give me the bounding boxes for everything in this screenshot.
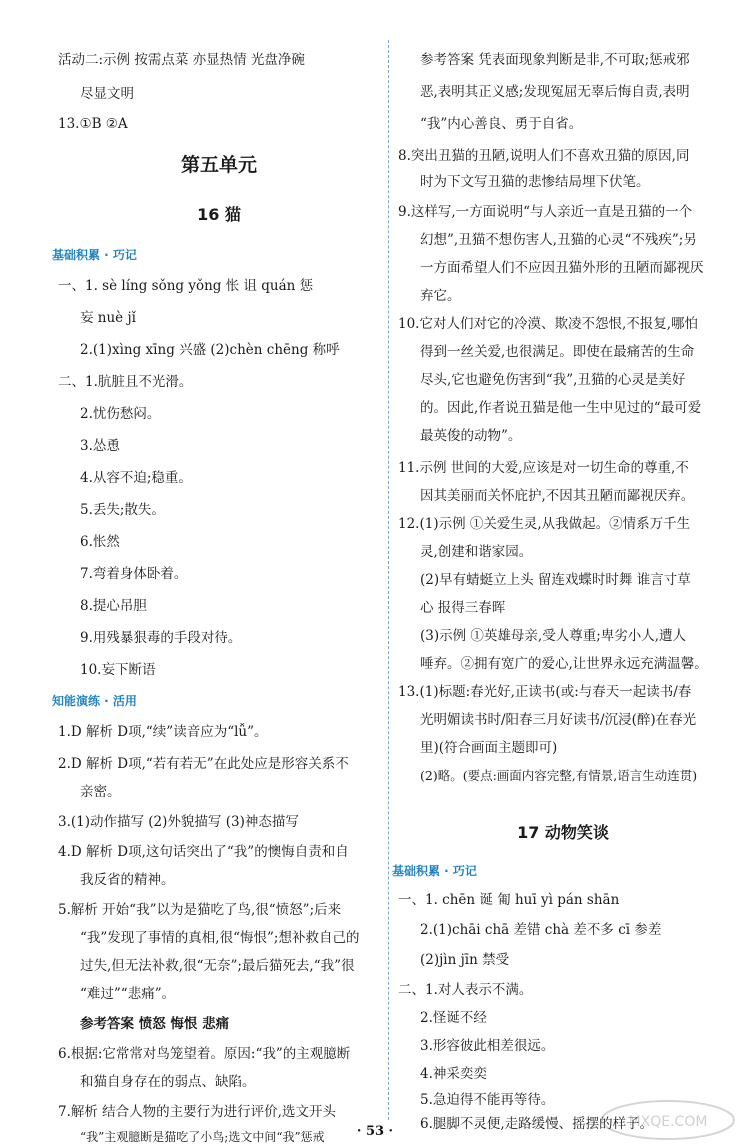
text-line: 6.根据:它常常对鸟笼望着。原因:“我”的主观臆断 [58,1046,351,1062]
text-line: 幻想”,丑猫不想伤害人,丑猫的心灵“不残疾”;另 [420,232,697,248]
text-line: 光明媚读书时/阳春三月好读书/沉浸(醉)在春光 [420,712,697,728]
text-line: “我”发现了事情的真相,很“悔恨”;想补救自己的 [80,930,360,946]
text-line: 6.怅然 [80,534,120,550]
text-line: 尽头,它也避免伤害到“我”,丑猫的心灵是美好 [420,372,686,388]
text-line: 参考答案 凭表面现象判断是非,不可取;惩戒邪 [420,52,690,68]
text-line: 灵,创建和谐家园。 [420,544,533,560]
text-line: 亲密。 [80,784,121,800]
text-line: 9.这样写,一方面说明“与人亲近一直是丑猫的一个 [398,204,693,220]
text-line: (3)示例 ①英雄母亲,受人尊重;卑劣小人,遭人 [420,628,687,644]
text-line: 二、1.对人表示不满。 [398,982,533,998]
text-line: 8.突出丑猫的丑陋,说明人们不喜欢丑猫的原因,同 [398,148,690,164]
unit-title: 第五单元 [180,154,257,176]
section-heading: 知能演练 · 活用 [52,694,137,708]
text-line: 一、1. sè líng sǒng yǒng 怅 诅 quán 惩 [58,278,314,294]
text-line: 7.弯着身体卧着。 [80,566,188,582]
text-line: 时为下文写丑猫的悲惨结局埋下伏笔。 [420,174,650,190]
text-line: 2.(1)xìng xīng 兴盛 (2)chèn chēng 称呼 [80,342,340,358]
text-line: 尽显文明 [80,86,134,102]
page-number: · 53 · [356,1124,394,1139]
text-line: 5.急迫得不能再等待。 [420,1092,555,1108]
text-line: 9.用残暴狠毒的手段对待。 [80,630,242,646]
text-line: 过失,但无法补救,很“无奈”;最后猫死去,“我”很 [80,958,355,974]
text-line: 2.忧伤愁闷。 [80,406,161,422]
text-line: (2)jìn jīn 禁受 [420,952,510,968]
text-line: 13.(1)标题:春光好,正读书(或:与春天一起读书/春 [398,684,692,700]
text-line: 心 报得三春晖 [420,600,506,616]
text-line: 弃它。 [420,288,461,304]
svg-text:MXQE.COM: MXQE.COM [628,1114,708,1130]
text-line: 妄 nuè jǐ [80,310,136,326]
text-line: 得到一丝关爱,也很满足。即使在最痛苦的生命 [420,344,695,360]
text-line: 恶,表明其正义感;发现冤屈无辜后悔自责,表明 [420,84,690,100]
text-line: 1.D 解析 D项,“续”读音应为“lǚ”。 [58,724,268,740]
text-line: 8.提心吊胆 [80,598,147,614]
text-line: 参考答案 愤怒 悔恨 悲痛 [80,1016,230,1032]
column-divider [388,40,389,1120]
text-line: 10.妄下断语 [80,662,156,678]
text-line: 4.D 解析 D项,这句话突出了“我”的懊悔自责和自 [58,844,349,860]
text-line: 和猫自身存在的弱点、缺陷。 [80,1074,256,1090]
text-line: 11.示例 世间的大爱,应该是对一切生命的尊重,不 [398,460,689,476]
text-line: 3.形容彼此相差很远。 [420,1038,555,1054]
text-line: 2.D 解析 D项,“若有若无”在此处应是形容关系不 [58,756,349,772]
text-line: “我”主观臆断是猫吃了小鸟;选文中间“我”惩戒 [80,1130,325,1144]
text-line: 13.①B ②A [58,116,128,132]
text-line: (2)略。(要点:画面内容完整,有情景,语言生动连贯) [420,768,698,783]
text-line: 我反省的精神。 [80,872,175,888]
text-line: 里)(符合画面主题即可) [420,740,558,756]
text-line: 一、1. chēn 诞 匍 huī yì pán shān [398,892,620,908]
text-line: “难过”“悲痛”。 [80,986,176,1002]
text-line: 5.丢失;散失。 [80,502,165,518]
section-heading: 基础积累 · 巧记 [392,864,477,878]
text-line: “我”内心善良、勇于自省。 [420,116,583,132]
text-line: 因其美丽而关怀庇护,不因其丑陋而鄙视厌弃。 [420,488,695,504]
left-column [52,0,380,1148]
text-line: 唾弃。②拥有宽广的爱心,让世界永远充满温馨。 [420,656,708,672]
text-line: 5.解析 开始“我”以为是猫吃了鸟,很“愤怒”;后来 [58,902,342,918]
text-line: 一方面希望人们不应因丑猫外形的丑陋而鄙视厌 [420,260,704,276]
lesson-title: 17 动物笑谈 [517,823,609,842]
text-line: 二、1.肮脏且不光滑。 [58,374,193,390]
right-column [392,0,728,1148]
text-line: 4.神采奕奕 [420,1066,487,1082]
lesson-title: 16 猫 [197,205,241,224]
text-line: 6.腿脚不灵便,走路缓慢、摇摆的样子。 [420,1116,654,1132]
text-line: 3.(1)动作描写 (2)外貌描写 (3)神态描写 [58,814,299,830]
text-line: 2.怪诞不经 [420,1010,487,1026]
text-line: 最英俊的动物”。 [420,428,522,444]
section-heading: 基础积累 · 巧记 [52,248,137,262]
text-line: 7.解析 结合人物的主要行为进行评价,选文开头 [58,1104,336,1120]
text-line: 的。因此,作者说丑猫是他一生中见过的“最可爱 [420,400,702,416]
text-line: 3.怂恿 [80,438,120,454]
text-line: (2)早有蜻蜓立上头 留连戏蝶时时舞 谁言寸草 [420,572,691,588]
text-line: 4.从容不迫;稳重。 [80,470,192,486]
text-line: 10.它对人们对它的冷漠、欺凌不怨恨,不报复,哪怕 [398,316,699,332]
text-line: 12.(1)示例 ①关爱生灵,从我做起。②情系万千生 [398,516,691,532]
text-line: 2.(1)chāi chā 差错 chà 差不多 cī 参差 [420,922,662,938]
text-line: 活动二:示例 按需点菜 亦显热情 光盘净碗 [58,52,305,68]
